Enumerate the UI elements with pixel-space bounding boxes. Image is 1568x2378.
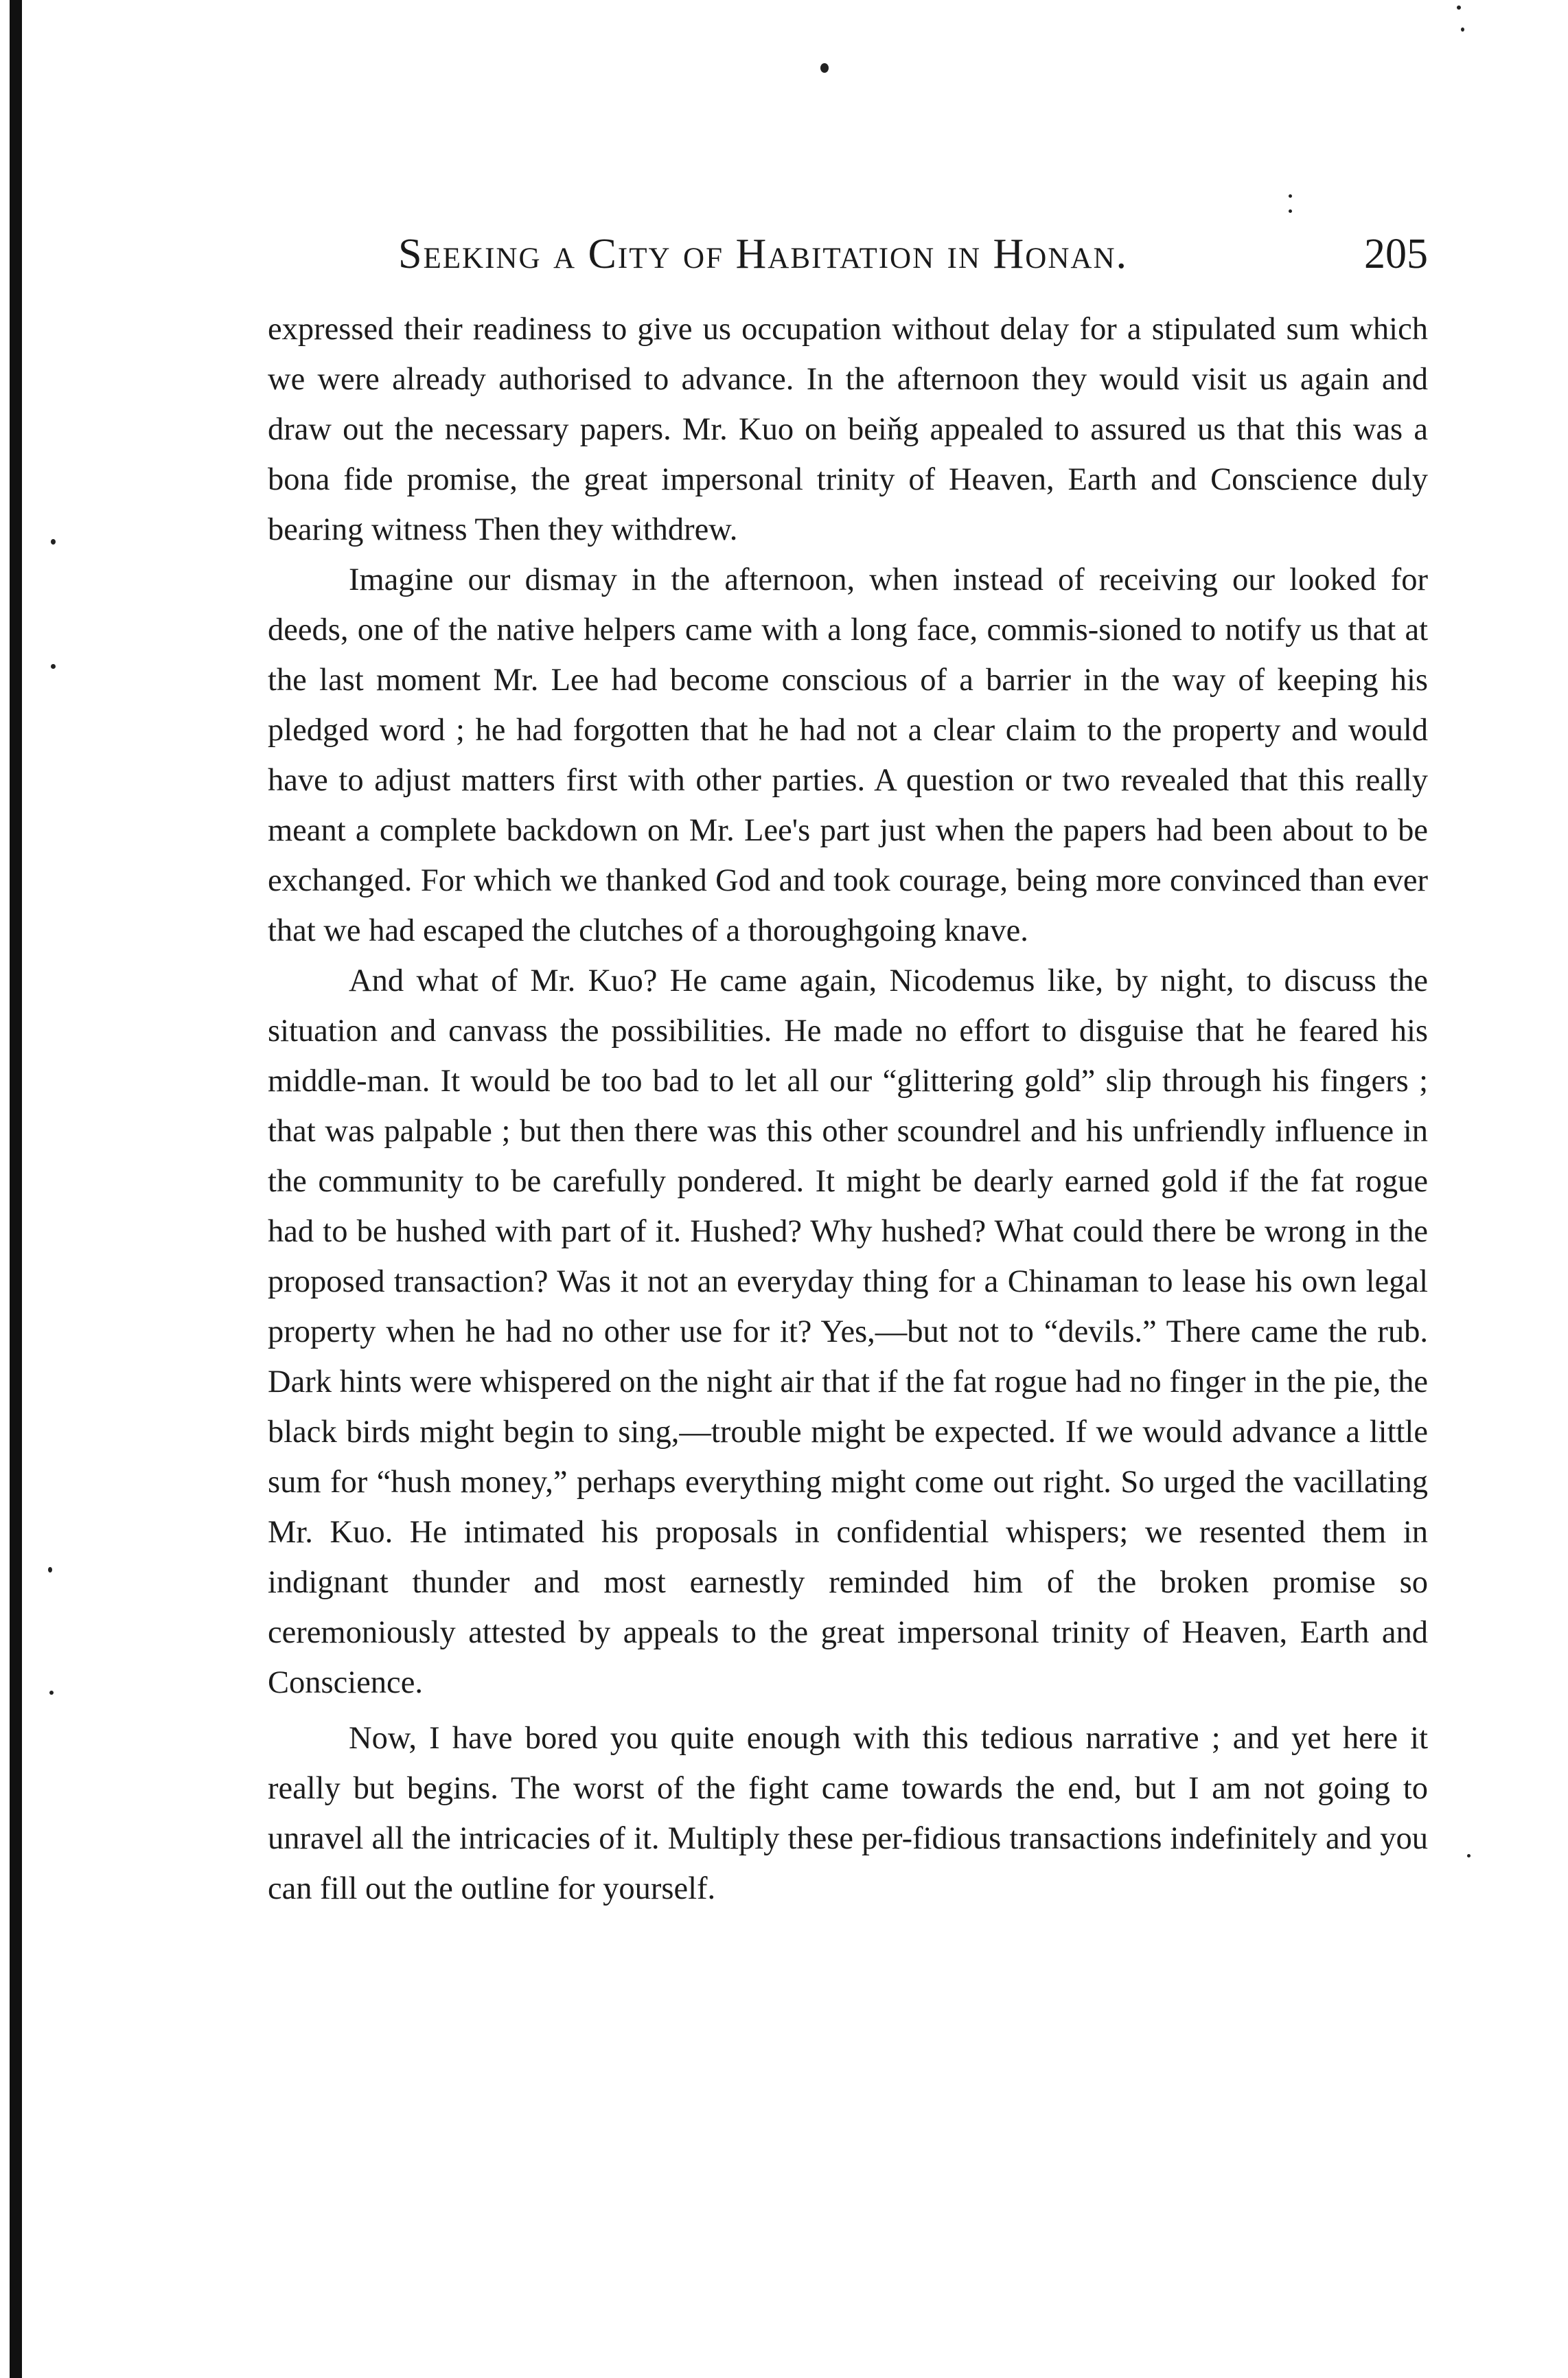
scan-speck — [1461, 27, 1464, 32]
paragraph: Now, I have bored you quite enough with this tedious narrative ; and yet here it really but begins. The worst of the fight came towards the end, but I am not going to unravel all the intricacies of it. Multiply these per-fidious transactions indefinitely and you can fill out the outline for yourself. — [268, 1721, 1428, 1906]
scan-speck — [49, 1691, 54, 1695]
body-text — [268, 304, 1428, 1914]
scan-speck — [1289, 194, 1292, 198]
scan-speck — [48, 1567, 52, 1573]
scan-speck — [1467, 1854, 1471, 1857]
scan-speck — [51, 539, 56, 545]
paragraph: And what of Mr. Kuo? He came again, Nicodemus like, by night, to discuss the situation and canvass the possibilities. He made no effort to disguise that he feared his middle-man. It would be too bad to let all our “glittering gold” slip through his fingers ; that was palpable ; but then there was this other scoundrel and his unfriendly influence in the community to be carefully pondered. It might be dearly earned gold if the fat rogue had to be hushed with part of it. Hushed? Why hushed? What could there be wrong in the proposed transaction? Was it not an everyday thing for a Chinaman to lease his own legal property when he had no other use for it? Yes,—but not to “devils.” There came the rub. Dark hints were whispered on the night air that if the fat rogue had no finger in the pie, the black birds might begin to sing,—trouble might be expected. If we would advance a little sum for “hush money,” perhaps everything might come out right. So urged the vacillating Mr. Kuo. He intimated his proposals in confidential whispers; we resented them in indignant thunder and most earnestly reminded him of the broken promise so ceremoniously attested by appeals to the great impersonal trinity of Heaven, Earth and Conscience. — [268, 963, 1428, 1700]
running-header — [398, 230, 1428, 285]
scan-speck — [1457, 5, 1461, 10]
scan-speck — [1289, 209, 1292, 213]
paragraph: Imagine our dismay in the afternoon, when instead of receiving our looked for deeds, one of the native helpers came with a long face, commis-sioned to notify us that at the last moment Mr. Lee had become conscious of a barrier in the way of keeping his pledged word ; he had forgotten that he had not a clear claim to the property and would have to adjust matters first with other parties. A question or two revealed that this really meant a complete backdown on Mr. Lee's part just when the papers had been about to be exchanged. For which we thanked God and took courage, being more convinced than ever that we had escaped the clutches of a thoroughgoing knave. — [268, 562, 1428, 948]
running-title: Seeking a City of Habitation in Honan. — [398, 231, 1128, 277]
page-number: 205 — [1364, 231, 1428, 277]
scan-speck — [51, 664, 56, 669]
scan-speck — [820, 63, 829, 73]
paragraph: expressed their readiness to give us occupation without delay for a stipulated sum which we were already authorised to advance. In the afternoon they would visit us again and draw out the necessary papers. Mr. Kuo on beiňg appealed to assured us that this was a bona fide promise, the great impersonal trinity of Heaven, Earth and Conscience duly bearing witness Then they withdrew. — [268, 312, 1428, 547]
binding-edge — [10, 0, 22, 2378]
